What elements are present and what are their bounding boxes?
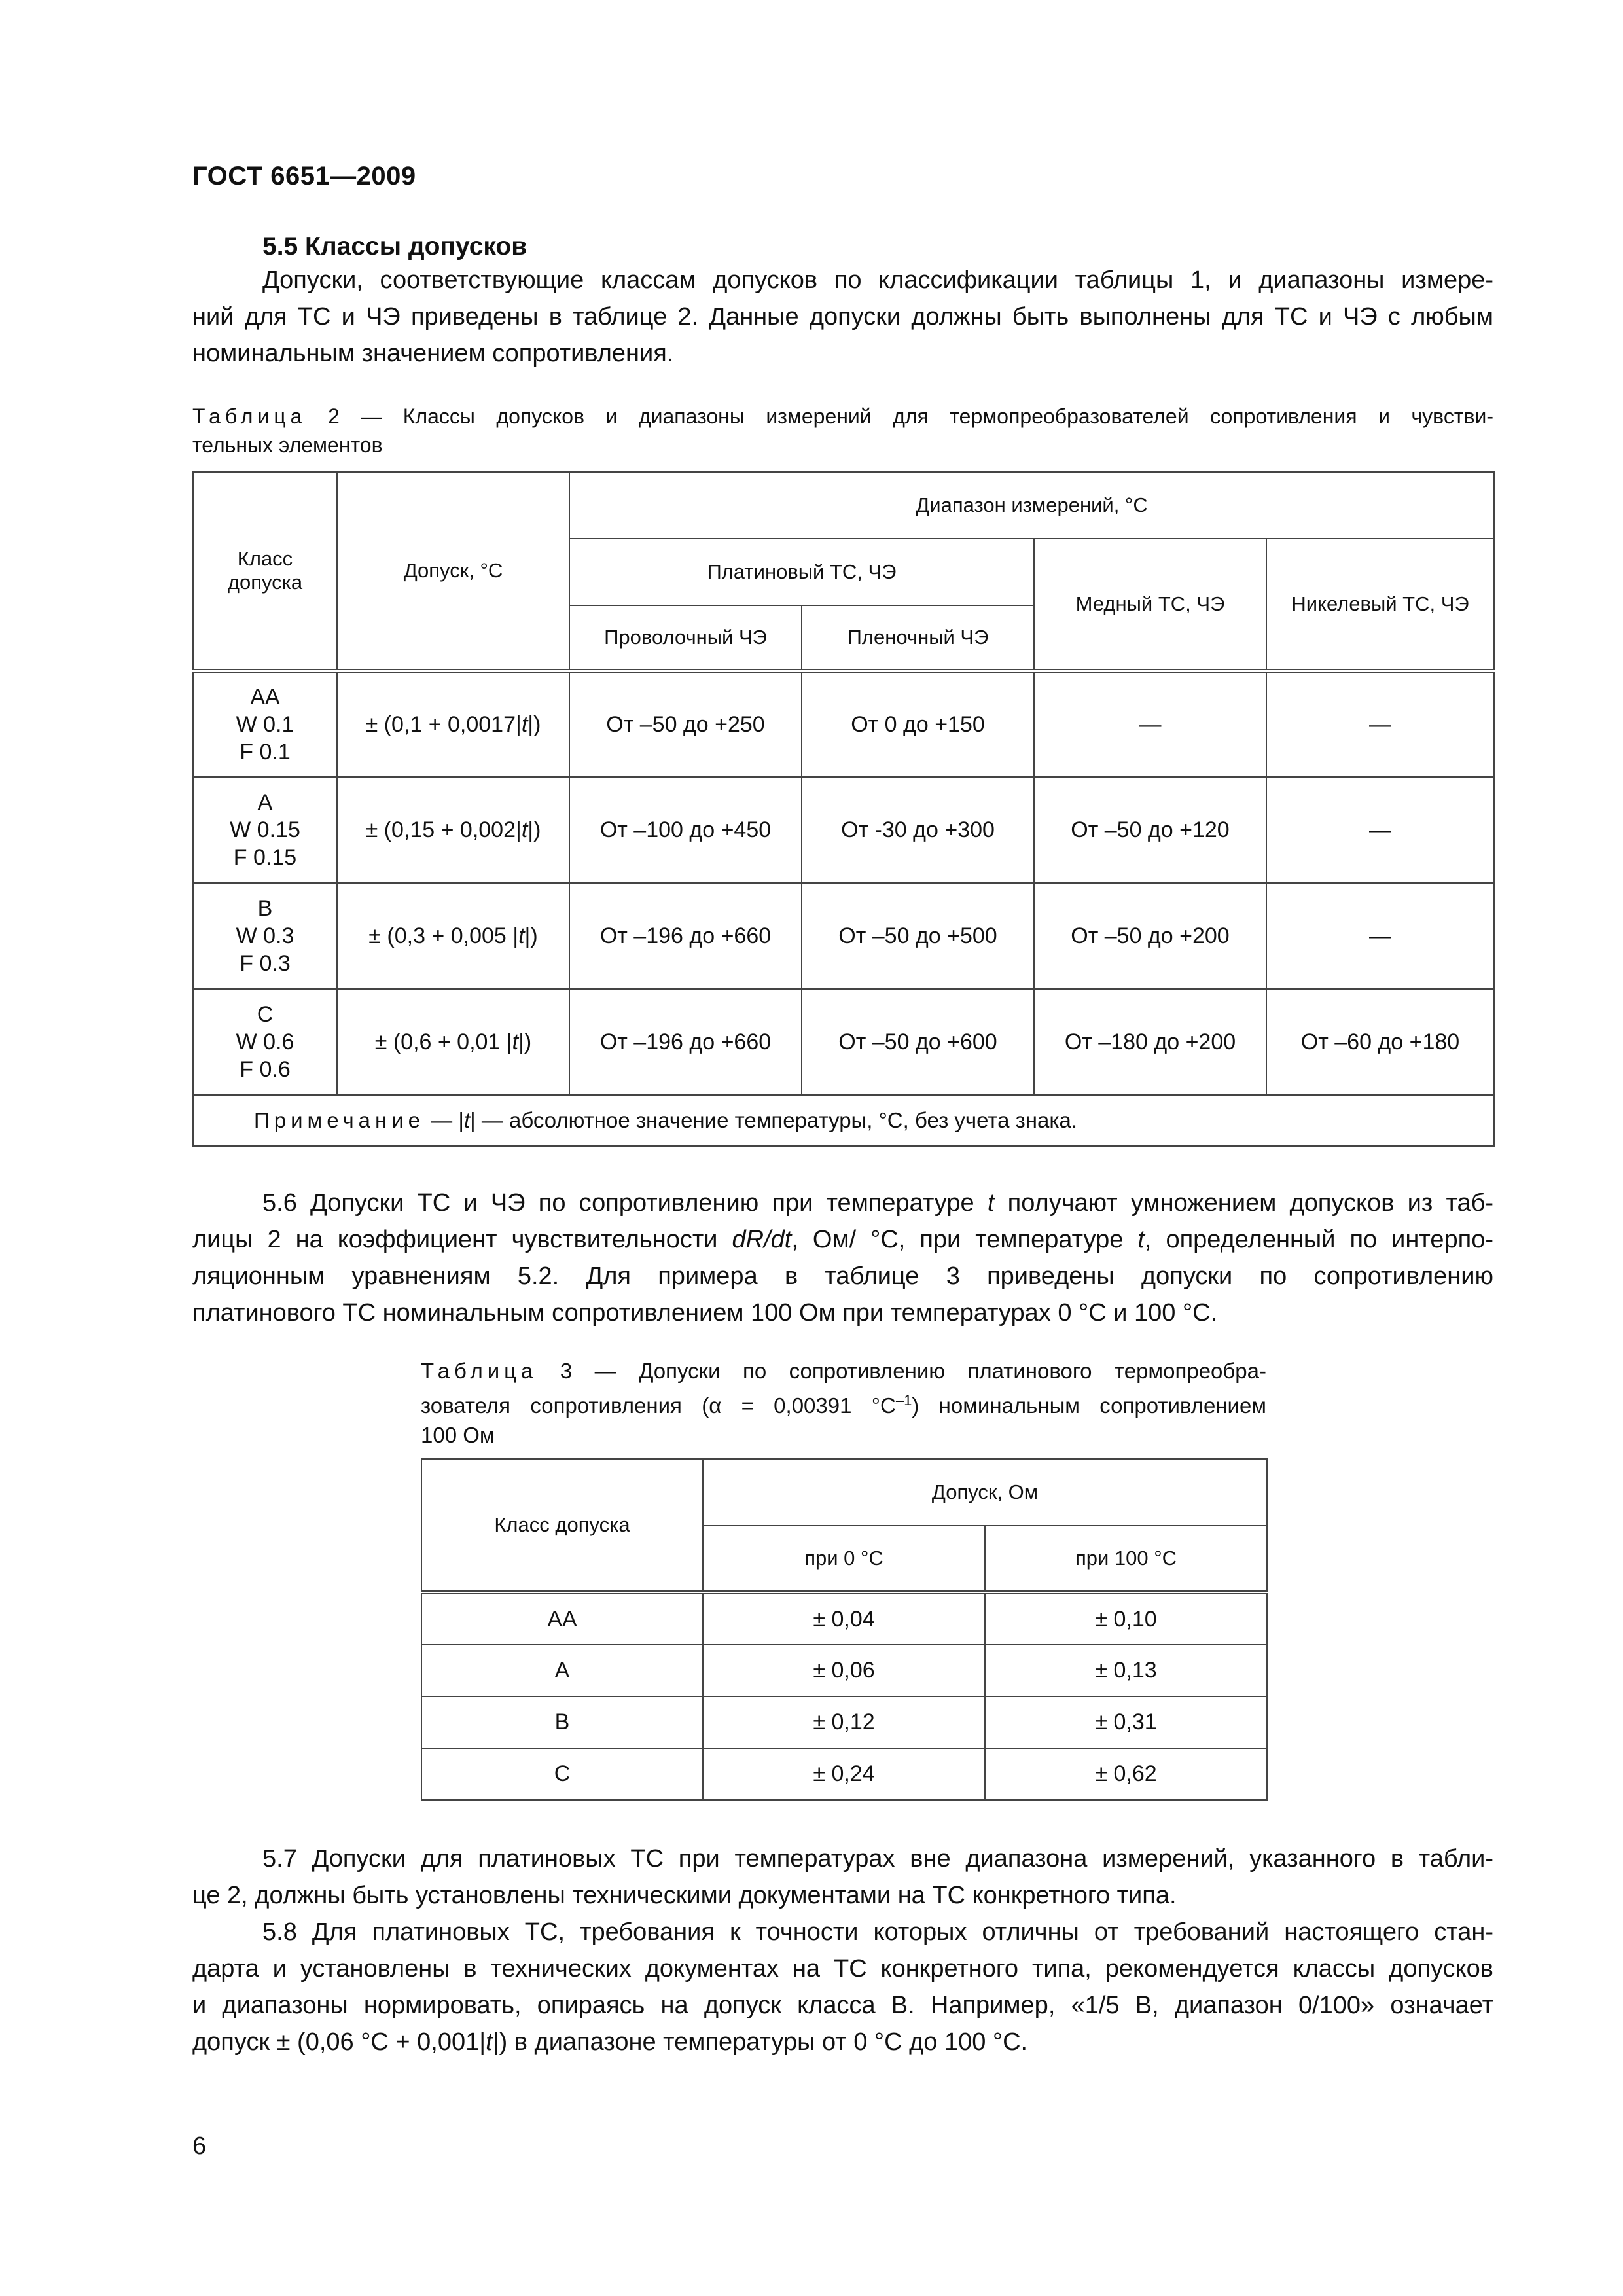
class-cell [193,777,337,883]
copper-cell: — [1034,671,1266,777]
film-cell: От -30 до +300 [802,777,1034,883]
at0-cell: ± 0,24 [703,1748,985,1800]
caption-label: Таблица [421,1359,538,1383]
class-cell: В [421,1696,703,1748]
table2-caption [192,402,1493,459]
caption-line: тельных элементов [192,433,383,457]
section-5-6-paragraph [192,1185,1493,1331]
tolerance-cell: ± (0,3 + 0,005 |t|) [337,883,569,989]
class-cell: С [421,1748,703,1800]
caption-line: Таблица 3 — Допуски по сопротивлению платинового термопреобра- [421,1359,1266,1383]
class-line: F 0.6 [240,1057,291,1082]
copper-cell: От –50 до +120 [1034,777,1266,883]
nickel-cell: — [1266,883,1494,989]
table-row [421,1645,1267,1696]
header-at-100: при 100 °С [985,1526,1267,1592]
class-cell [193,671,337,777]
nickel-cell: — [1266,777,1494,883]
nickel-cell: — [1266,671,1494,777]
note-label: Примечание [254,1108,425,1132]
header-at-0: при 0 °С [703,1526,985,1592]
class-cell [193,989,337,1095]
class-line: B [257,896,273,921]
at100-cell: ± 0,13 [985,1645,1267,1696]
table-row [421,1592,1267,1645]
table3-caption [421,1356,1266,1450]
at0-cell: ± 0,06 [703,1645,985,1696]
paragraph-line: платинового ТС номинальным сопротивлением 100 Ом при температурах 0 °С и 100 °С. [192,1299,1218,1327]
table3 [421,1458,1268,1801]
table-row [193,989,1494,1095]
class-line: W 0.6 [236,1030,294,1054]
at100-cell: ± 0,10 [985,1592,1267,1645]
caption-line [192,402,1493,431]
paragraph-line: дарта и установлены в технических документах на ТС конкретного типа, рекомендуется классы допусков [192,1955,1493,1982]
header-film: Пленочный ЧЭ [802,605,1034,671]
section-title-5-5: 5.5 Классы допусков [262,232,527,260]
at0-cell: ± 0,04 [703,1592,985,1645]
class-line: W 0.1 [236,712,294,737]
wire-cell: От –50 до +250 [569,671,802,777]
header-nickel: Никелевый ТС, ЧЭ [1266,539,1494,671]
tolerance-cell: ± (0,6 + 0,01 |t|) [337,989,569,1095]
class-line: F 0.1 [240,740,291,764]
wire-cell: От –196 до +660 [569,989,802,1095]
film-cell: От –50 до +600 [802,989,1034,1095]
page-number: 6 [192,2132,207,2160]
class-line: W 0.3 [236,924,294,948]
paragraph-line: 5.7 Допуски для платиновых ТС при температурах вне диапазона измерений, указанного в табли- [262,1845,1493,1873]
header-platinum: Платиновый ТС, ЧЭ [569,539,1034,605]
class-line: A [257,790,273,815]
table-row [421,1696,1267,1748]
paragraph-line: Допуски, соответствующие классам допусков по классификации таблицы 1, и диапазоны измере- [262,266,1493,294]
table-row [193,671,1494,777]
class-line: AA [250,685,280,709]
header-class: Класс допуска [193,472,337,671]
paragraph-line: це 2, должны быть установлены техническими документами на ТС конкретного типа. [192,1882,1177,1909]
header-tolerance: Допуск, °С [337,472,569,671]
table-row [193,777,1494,883]
nickel-cell: От –60 до +180 [1266,989,1494,1095]
class-line: C [257,1002,274,1027]
table2-note: Примечание — |t| — абсолютное значение температуры, °С, без учета знака. [193,1095,1494,1146]
section-5-5-paragraph [192,262,1493,372]
paragraph-line: 5.6 Допуски ТС и ЧЭ по сопротивлению при температуре t получают умножением допусков из таб- [262,1189,1493,1217]
class-line: F 0.3 [240,951,291,976]
document-code: ГОСТ 6651—2009 [192,162,416,190]
caption-line: зователя сопротивления (α = 0,00391 $^\circ С^{-1}$) номинальным сопротивлением [421,1392,1266,1418]
caption-text: 2 — Классы допусков и диапазоны измерений для термопреобразователей сопротивления и чувстви- [306,404,1493,428]
section-5-7-paragraph [192,1840,1493,1914]
tolerance-cell: ± (0,1 + 0,0017|t|) [337,671,569,777]
copper-cell: От –50 до +200 [1034,883,1266,989]
paragraph-line: допуск ± (0,06 °С + 0,001|t|) в диапазоне температуры от 0 °С до 100 °С. [192,2028,1028,2056]
header-wire: Проволочный ЧЭ [569,605,802,671]
film-cell: От –50 до +500 [802,883,1034,989]
paragraph-line: ний для ТС и ЧЭ приведены в таблице 2. Данные допуски должны быть выполнены для ТС и ЧЭ с любым [192,303,1493,331]
header-tolerance: Допуск, Ом [703,1459,1267,1526]
film-cell: От 0 до +150 [802,671,1034,777]
at100-cell: ± 0,31 [985,1696,1267,1748]
header-range: Диапазон измерений, °С [569,472,1494,539]
class-line: W 0.15 [230,817,300,842]
wire-cell: От –100 до +450 [569,777,802,883]
class-cell: А [421,1645,703,1696]
caption-line: 100 Ом [421,1423,495,1447]
paragraph-line: лицы 2 на коэффициент чувствительности dR/dt, Ом/ °С, при температуре t, определенный по интерпо- [192,1226,1493,1253]
header-class: Класс допуска [421,1459,703,1592]
table2 [192,471,1495,1147]
table-row [193,883,1494,989]
copper-cell: От –180 до +200 [1034,989,1266,1095]
tolerance-cell: ± (0,15 + 0,002|t|) [337,777,569,883]
at0-cell: ± 0,12 [703,1696,985,1748]
wire-cell: От –196 до +660 [569,883,802,989]
header-copper: Медный ТС, ЧЭ [1034,539,1266,671]
paragraph-line: номинальным значением сопротивления. [192,340,674,367]
paragraph-line: 5.8 Для платиновых ТС, требования к точности которых отличны от требований настоящего стан- [262,1918,1493,1946]
table-row [421,1748,1267,1800]
paragraph-line: ляционным уравнениям 5.2. Для примера в таблице 3 приведены допуски по сопротивлению [192,1263,1493,1290]
class-cell: АА [421,1592,703,1645]
paragraph-line: и диапазоны нормировать, опираясь на допуск класса В. Например, «1/5 В, диапазон 0/100» означает [192,1992,1493,2019]
at100-cell: ± 0,62 [985,1748,1267,1800]
class-cell [193,883,337,989]
caption-label: Таблица [192,404,307,428]
section-5-8-paragraph [192,1914,1493,2060]
class-line: F 0.15 [233,845,297,870]
